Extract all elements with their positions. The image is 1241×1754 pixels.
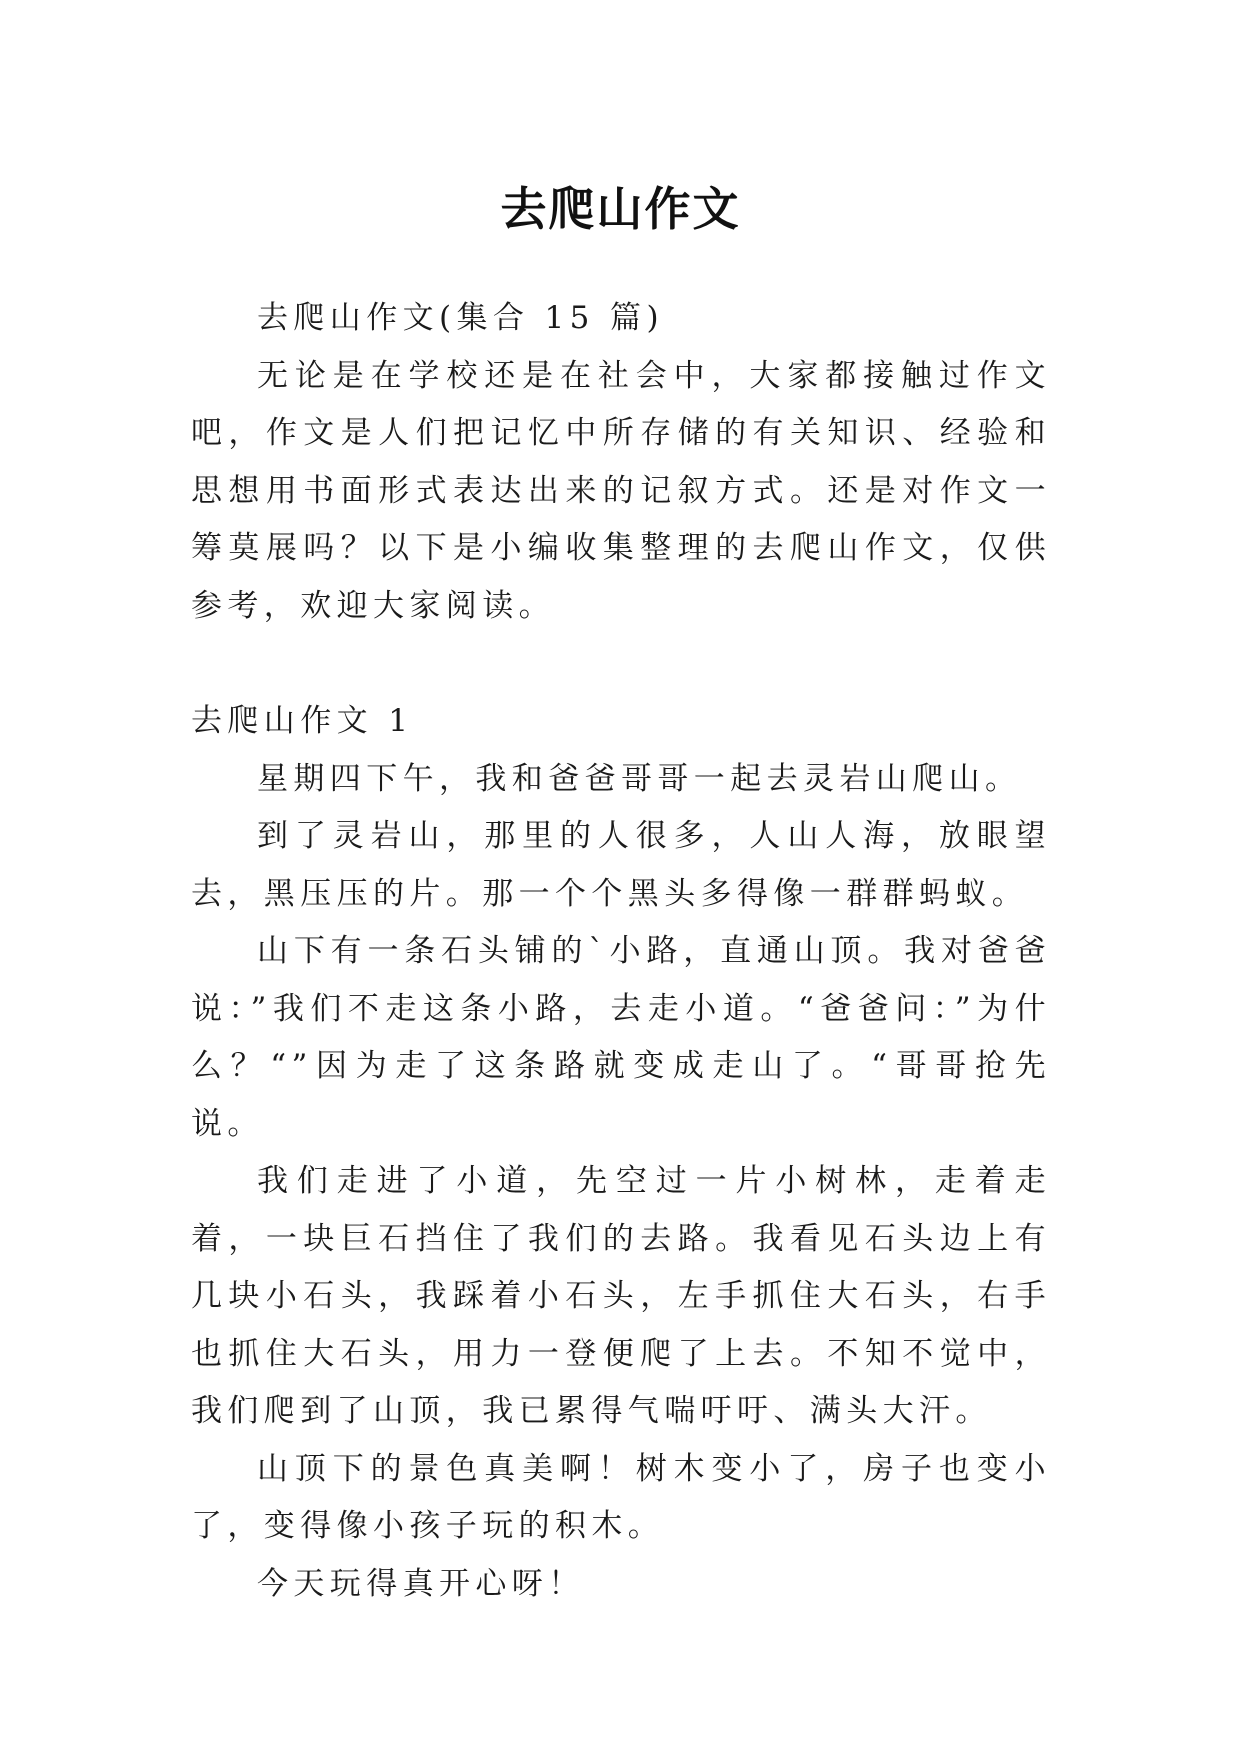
essay-heading: 去爬山作文 1 bbox=[191, 703, 414, 739]
intro-paragraph: 无论是在学校还是在社会中，大家都接触过作文吧，作文是人们把记忆中所存储的有关知识、经验和思想用书面形式表达出来的记叙方式。还是对作文一筹莫展吗？以下是小编收集整理的去爬山作文，仅供参考，欢迎大家阅读。 bbox=[191, 357, 1051, 624]
essay-paragraph: 到了灵岩山，那里的人很多，人山人海，放眼望去，黑压压的片。那一个个黑头多得像一群群蚂蚁。 bbox=[191, 818, 1051, 912]
document-title: 去爬山作文 bbox=[500, 181, 741, 236]
section-spacer bbox=[191, 635, 1051, 693]
essay-paragraph: 山下有一条石头铺的`小路，直通山顶。我对爸爸说：”我们不走这条小路，去走小道。“爸爸问：”为什么？“”因为走了这条路就变成走山了。“哥哥抢先说。 bbox=[191, 933, 1051, 1142]
essay-paragraph: 山顶下的景色真美啊！树木变小了，房子也变小了，变得像小孩子玩的积木。 bbox=[191, 1450, 1051, 1544]
document-body bbox=[191, 290, 1051, 1613]
intro-subtitle: 去爬山作文(集合 15 篇) bbox=[257, 300, 664, 336]
essay-paragraph: 星期四下午，我和爸爸哥哥一起去灵岩山爬山。 bbox=[257, 760, 1022, 797]
essay-paragraph: 今天玩得真开心呀！ bbox=[257, 1565, 585, 1602]
essay-paragraph: 我们走进了小道，先空过一片小树林，走着走着，一块巨石挡住了我们的去路。我看见石头边上有几块小石头，我踩着小石头，左手抓住大石头，右手也抓住大石头，用力一登便爬了上去。不知不觉中，我们爬到了山顶，我已累得气喘吁吁、满头大汗。 bbox=[191, 1163, 1051, 1429]
